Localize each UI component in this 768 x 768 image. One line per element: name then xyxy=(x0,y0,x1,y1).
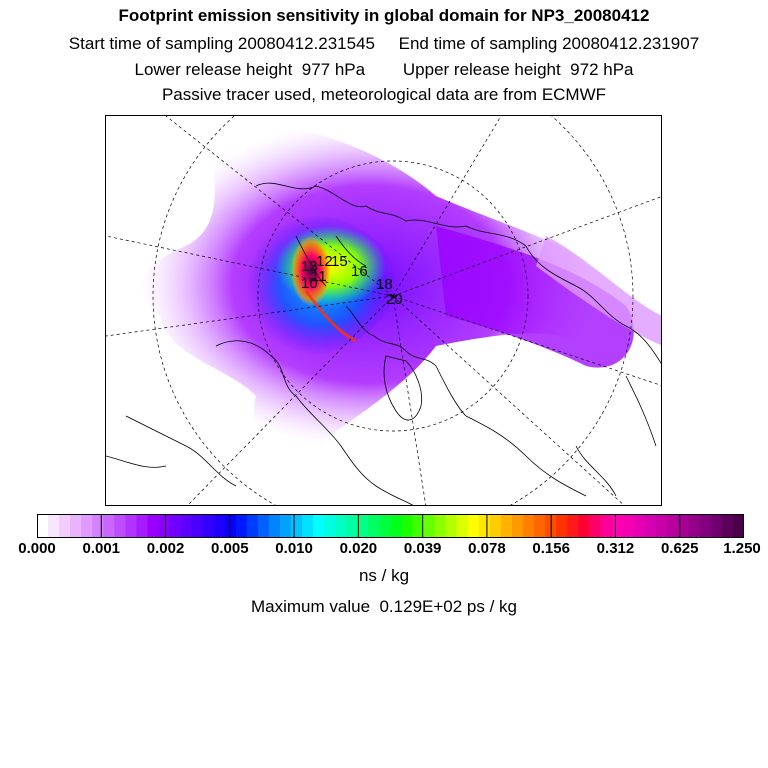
colorbar-swatch xyxy=(192,514,204,538)
colorbar-swatch xyxy=(501,514,513,538)
colorbar-swatch xyxy=(589,514,601,538)
colorbar-swatch xyxy=(291,514,303,538)
release-label: 10 xyxy=(301,275,318,292)
tracer-info-line: Passive tracer used, meteorological data are from ECMWF xyxy=(161,85,607,104)
release-label: 15 xyxy=(331,253,348,270)
colorbar-swatch xyxy=(236,514,248,538)
colorbar-swatch xyxy=(446,514,458,538)
colorbar-swatch xyxy=(214,514,226,538)
colorbar-swatch xyxy=(600,514,612,538)
colorbar-swatch xyxy=(170,514,182,538)
colorbar-swatch xyxy=(114,514,126,538)
colorbar-tick-label: 0.005 xyxy=(211,540,249,557)
colorbar-swatch xyxy=(534,514,546,538)
colorbar-swatch xyxy=(70,514,82,538)
colorbar-swatch xyxy=(523,514,535,538)
colorbar-swatch xyxy=(689,514,701,538)
release-label: 11 xyxy=(311,268,327,285)
colorbar-swatch xyxy=(611,514,623,538)
colorbar-swatch xyxy=(159,514,171,538)
colorbar-swatch xyxy=(92,514,104,538)
release-label: 13 xyxy=(301,258,318,275)
colorbar-swatch xyxy=(335,514,347,538)
colorbar-swatch xyxy=(468,514,480,538)
colorbar-swatch xyxy=(48,514,60,538)
maximum-value-note: Maximum value 0.129E+02 ps / kg xyxy=(251,597,517,616)
colorbar-swatch xyxy=(722,514,734,538)
release-label: 16 xyxy=(351,263,368,280)
plot-title: Footprint emission sensitivity in global domain for NP3_20080412 xyxy=(118,6,650,25)
colorbar-swatch xyxy=(645,514,657,538)
colorbar-swatch xyxy=(667,514,679,538)
colorbar-tick-label: 0.039 xyxy=(403,540,442,557)
colorbar-swatch xyxy=(302,514,314,538)
release-height-line: Lower release height 977 hPa Upper release height 972 hPa xyxy=(134,60,634,79)
release-label: 12 xyxy=(316,253,333,270)
colorbar-tick-label: 0.020 xyxy=(339,540,378,557)
release-label: 20 xyxy=(386,291,403,308)
release-label: 18 xyxy=(376,276,393,293)
colorbar-swatch xyxy=(402,514,414,538)
colorbar-swatch xyxy=(357,514,369,538)
colorbar-swatch xyxy=(479,514,491,538)
colorbar-tick-label: 0.010 xyxy=(275,540,313,557)
colorbar-swatch xyxy=(567,514,579,538)
colorbar-swatch xyxy=(203,514,215,538)
colorbar-swatch xyxy=(136,514,148,538)
colorbar-swatch xyxy=(435,514,447,538)
colorbar-swatch xyxy=(711,514,723,538)
colorbar-swatch xyxy=(37,514,49,538)
colorbar-tick-label: 0.001 xyxy=(82,540,121,557)
colorbar-tick-label: 1.250 xyxy=(723,540,761,557)
colorbar-swatch xyxy=(733,514,744,538)
colorbar-swatch xyxy=(556,514,568,538)
colorbar-tick-label: 0.002 xyxy=(146,540,185,557)
colorbar-swatch xyxy=(125,514,137,538)
colorbar-swatch xyxy=(391,514,403,538)
colorbar xyxy=(37,514,744,538)
polar-stereographic-map xyxy=(105,115,662,506)
colorbar-swatch xyxy=(324,514,336,538)
sampling-time-line: Start time of sampling 20080412.231545 End time of sampling 20080412.231907 xyxy=(68,34,700,53)
colorbar-swatch xyxy=(59,514,71,538)
colorbar-swatch xyxy=(457,514,469,538)
colorbar-swatch xyxy=(700,514,712,538)
colorbar-tick-label: 0.156 xyxy=(532,540,570,557)
colorbar-swatch xyxy=(368,514,380,538)
colorbar-swatch xyxy=(81,514,93,538)
colorbar-swatch xyxy=(346,514,358,538)
colorbar-swatch xyxy=(147,514,159,538)
colorbar-tick-label: 0.078 xyxy=(468,540,506,557)
colorbar-swatch xyxy=(512,514,524,538)
colorbar-swatch xyxy=(313,514,325,538)
colorbar-swatch xyxy=(490,514,502,538)
colorbar-swatch xyxy=(622,514,634,538)
colorbar-tick-label: 0.625 xyxy=(660,540,699,557)
colorbar-swatch xyxy=(181,514,193,538)
colorbar-swatch xyxy=(247,514,259,538)
colorbar-units: ns / kg xyxy=(358,566,410,585)
colorbar-swatch xyxy=(578,514,590,538)
colorbar-swatch xyxy=(656,514,668,538)
colorbar-swatch xyxy=(280,514,292,538)
colorbar-swatch xyxy=(379,514,391,538)
colorbar-swatch xyxy=(424,514,436,538)
colorbar-tick-label: 0.312 xyxy=(596,540,635,557)
colorbar-swatch xyxy=(225,514,237,538)
colorbar-swatch xyxy=(269,514,281,538)
colorbar-tick-label: 0.000 xyxy=(18,540,56,557)
colorbar-swatch xyxy=(634,514,646,538)
colorbar-swatch xyxy=(103,514,115,538)
sensitivity-field xyxy=(140,120,662,448)
colorbar-swatch xyxy=(258,514,270,538)
